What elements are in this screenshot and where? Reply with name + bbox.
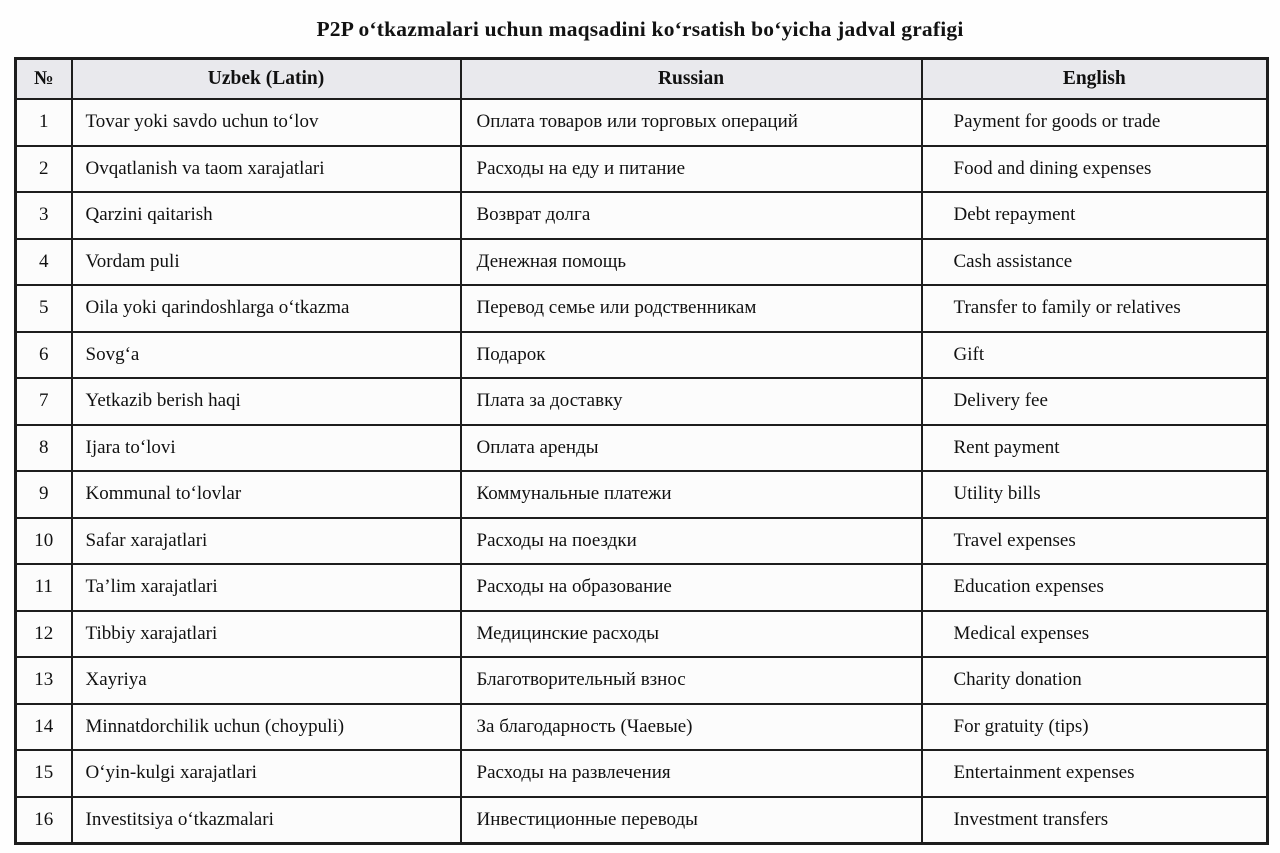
column-header-uzbek: Uzbek (Latin) <box>72 59 461 100</box>
uzbek-cell: Yetkazib berish haqi <box>72 378 461 425</box>
table-row <box>16 704 1268 751</box>
row-number-cell: 12 <box>16 611 72 658</box>
row-number-cell: 8 <box>16 425 72 472</box>
russian-cell: Расходы на поездки <box>461 518 922 565</box>
english-cell: Payment for goods or trade <box>922 99 1268 146</box>
row-number-cell: 9 <box>16 471 72 518</box>
row-number-cell: 6 <box>16 332 72 379</box>
russian-cell: Плата за доставку <box>461 378 922 425</box>
page-title: P2P oʻtkazmalari uchun maqsadini koʻrsatish boʻyicha jadval grafigi <box>316 17 964 41</box>
table-row <box>16 332 1268 379</box>
english-cell: Food and dining expenses <box>922 146 1268 193</box>
table-row <box>16 750 1268 797</box>
table-row <box>16 285 1268 332</box>
table-row <box>16 192 1268 239</box>
english-cell: Utility bills <box>922 471 1268 518</box>
russian-cell: Оплата аренды <box>461 425 922 472</box>
table-row <box>16 611 1268 658</box>
table-row <box>16 564 1268 611</box>
russian-cell: Коммунальные платежи <box>461 471 922 518</box>
uzbek-cell: Safar xarajatlari <box>72 518 461 565</box>
row-number-cell: 5 <box>16 285 72 332</box>
russian-cell: Инвестиционные переводы <box>461 797 922 844</box>
table-row <box>16 425 1268 472</box>
table-row <box>16 239 1268 286</box>
table-row <box>16 378 1268 425</box>
russian-cell: Денежная помощь <box>461 239 922 286</box>
uzbek-cell: Taʼlim xarajatlari <box>72 564 461 611</box>
uzbek-cell: Oʻyin-kulgi xarajatlari <box>72 750 461 797</box>
row-number-cell: 7 <box>16 378 72 425</box>
row-number-cell: 1 <box>16 99 72 146</box>
row-number-cell: 13 <box>16 657 72 704</box>
p2p-purpose-table <box>14 57 1269 845</box>
english-cell: Delivery fee <box>922 378 1268 425</box>
uzbek-cell: Oila yoki qarindoshlarga oʻtkazma <box>72 285 461 332</box>
russian-cell: Расходы на образование <box>461 564 922 611</box>
russian-cell: Оплата товаров или торговых операций <box>461 99 922 146</box>
russian-cell: Возврат долга <box>461 192 922 239</box>
russian-cell: Расходы на развлечения <box>461 750 922 797</box>
uzbek-cell: Ijara toʻlovi <box>72 425 461 472</box>
russian-cell: Медицинские расходы <box>461 611 922 658</box>
column-header-english: English <box>922 59 1268 100</box>
russian-cell: Подарок <box>461 332 922 379</box>
uzbek-cell: Qarzini qaitarish <box>72 192 461 239</box>
row-number-cell: 10 <box>16 518 72 565</box>
english-cell: Entertainment expenses <box>922 750 1268 797</box>
column-header-number: № <box>16 59 72 100</box>
table-row <box>16 471 1268 518</box>
english-cell: Debt repayment <box>922 192 1268 239</box>
row-number-cell: 15 <box>16 750 72 797</box>
table-row <box>16 99 1268 146</box>
uzbek-cell: Ovqatlanish va taom xarajatlari <box>72 146 461 193</box>
uzbek-cell: Investitsiya oʻtkazmalari <box>72 797 461 844</box>
row-number-cell: 3 <box>16 192 72 239</box>
russian-cell: Перевод семье или родственникам <box>461 285 922 332</box>
russian-cell: За благодарность (Чаевые) <box>461 704 922 751</box>
english-cell: Education expenses <box>922 564 1268 611</box>
uzbek-cell: Minnatdorchilik uchun (choypuli) <box>72 704 461 751</box>
header-row <box>16 59 1268 100</box>
table-row <box>16 797 1268 844</box>
uzbek-cell: Sovgʻa <box>72 332 461 379</box>
row-number-cell: 4 <box>16 239 72 286</box>
english-cell: Gift <box>922 332 1268 379</box>
uzbek-cell: Tovar yoki savdo uchun toʻlov <box>72 99 461 146</box>
row-number-cell: 16 <box>16 797 72 844</box>
row-number-cell: 11 <box>16 564 72 611</box>
table-row <box>16 657 1268 704</box>
table-row <box>16 146 1268 193</box>
uzbek-cell: Tibbiy xarajatlari <box>72 611 461 658</box>
russian-cell: Благотворительный взнос <box>461 657 922 704</box>
english-cell: Cash assistance <box>922 239 1268 286</box>
uzbek-cell: Kommunal toʻlovlar <box>72 471 461 518</box>
uzbek-cell: Vordam puli <box>72 239 461 286</box>
table-header <box>16 59 1268 100</box>
english-cell: For gratuity (tips) <box>922 704 1268 751</box>
english-cell: Medical expenses <box>922 611 1268 658</box>
english-cell: Transfer to family or relatives <box>922 285 1268 332</box>
row-number-cell: 14 <box>16 704 72 751</box>
english-cell: Investment transfers <box>922 797 1268 844</box>
russian-cell: Расходы на еду и питание <box>461 146 922 193</box>
english-cell: Charity donation <box>922 657 1268 704</box>
uzbek-cell: Xayriya <box>72 657 461 704</box>
row-number-cell: 2 <box>16 146 72 193</box>
column-header-russian: Russian <box>461 59 922 100</box>
english-cell: Rent payment <box>922 425 1268 472</box>
table-row <box>16 518 1268 565</box>
table-body <box>16 99 1268 844</box>
english-cell: Travel expenses <box>922 518 1268 565</box>
